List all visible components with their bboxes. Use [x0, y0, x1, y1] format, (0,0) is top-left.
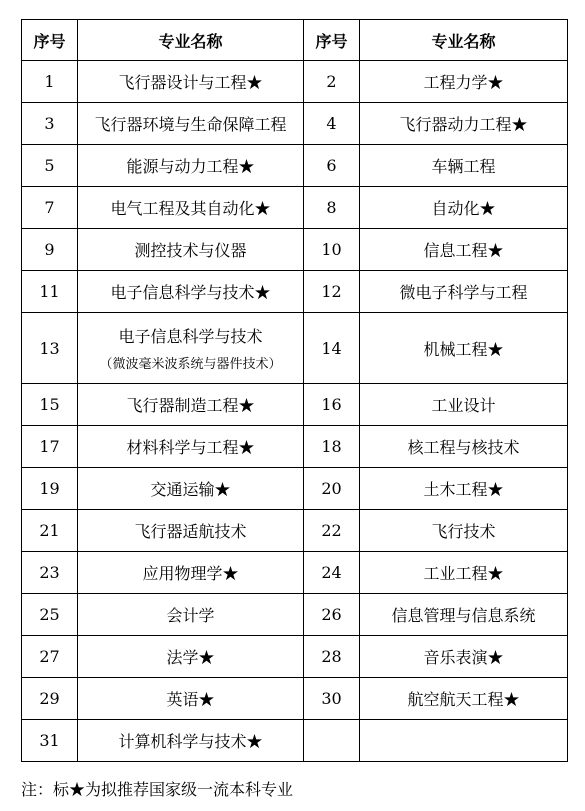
major-number: 23: [22, 552, 78, 594]
major-name: [360, 720, 568, 762]
major-number: 12: [304, 271, 360, 313]
major-number: 29: [22, 678, 78, 720]
table-row: [22, 61, 568, 103]
major-name: [78, 313, 304, 384]
major-name: 飞行器设计与工程★: [78, 61, 304, 103]
major-number: 13: [22, 313, 78, 384]
major-number: 4: [304, 103, 360, 145]
major-name: 材料科学与工程★: [78, 426, 304, 468]
major-name: 飞行技术: [360, 510, 568, 552]
table-row: [22, 187, 568, 229]
major-name: 信息管理与信息系统: [360, 594, 568, 636]
major-number: 7: [22, 187, 78, 229]
table-row: [22, 145, 568, 187]
major-name: 微电子科学与工程: [360, 271, 568, 313]
major-name: 自动化★: [360, 187, 568, 229]
major-name: 核工程与核技术: [360, 426, 568, 468]
table-row: [22, 229, 568, 271]
major-name: 车辆工程: [360, 145, 568, 187]
table-row: [22, 426, 568, 468]
major-name: 机械工程★: [360, 313, 568, 384]
major-number: 30: [304, 678, 360, 720]
major-number: 16: [304, 384, 360, 426]
major-number: 11: [22, 271, 78, 313]
major-name: 工业工程★: [360, 552, 568, 594]
major-number: 17: [22, 426, 78, 468]
major-number: 19: [22, 468, 78, 510]
major-number: 31: [22, 720, 78, 762]
major-name: 飞行器环境与生命保障工程: [78, 103, 304, 145]
major-number: 10: [304, 229, 360, 271]
major-number: 21: [22, 510, 78, 552]
major-name: 交通运输★: [78, 468, 304, 510]
table-row: [22, 594, 568, 636]
footnote: 注：标★为拟推荐国家级一流本科专业: [21, 780, 294, 799]
header-name: 专业名称: [78, 20, 304, 61]
major-name: 工业设计: [360, 384, 568, 426]
major-number: 3: [22, 103, 78, 145]
major-name: 音乐表演★: [360, 636, 568, 678]
major-name: 电子信息科学与技术★: [78, 271, 304, 313]
major-number: 5: [22, 145, 78, 187]
table-row: [22, 313, 568, 384]
major-number: 18: [304, 426, 360, 468]
table-row: [22, 636, 568, 678]
major-name: 信息工程★: [360, 229, 568, 271]
major-name: 计算机科学与技术★: [78, 720, 304, 762]
major-number: 27: [22, 636, 78, 678]
major-name: 能源与动力工程★: [78, 145, 304, 187]
major-number: 26: [304, 594, 360, 636]
major-name-main: 电子信息科学与技术: [118, 327, 263, 346]
major-number: 25: [22, 594, 78, 636]
major-number: 9: [22, 229, 78, 271]
major-number: 22: [304, 510, 360, 552]
major-name: 飞行器制造工程★: [78, 384, 304, 426]
major-name: 法学★: [78, 636, 304, 678]
major-name: 飞行器适航技术: [78, 510, 304, 552]
table-row: [22, 552, 568, 594]
major-number: 24: [304, 552, 360, 594]
table-row: [22, 468, 568, 510]
major-number: 1: [22, 61, 78, 103]
major-name: 测控技术与仪器: [78, 229, 304, 271]
header-name: 专业名称: [360, 20, 568, 61]
major-name-sub: （微波毫米波系统与器件技术）: [99, 357, 282, 372]
major-name: 英语★: [78, 678, 304, 720]
major-name: 航空航天工程★: [360, 678, 568, 720]
major-number: 14: [304, 313, 360, 384]
header-no: 序号: [22, 20, 78, 61]
major-name: 飞行器动力工程★: [360, 103, 568, 145]
table-row: [22, 384, 568, 426]
major-number: 28: [304, 636, 360, 678]
major-number: [304, 720, 360, 762]
majors-table: [21, 19, 568, 762]
table-row: [22, 103, 568, 145]
header-row: [22, 20, 568, 61]
table-row: [22, 271, 568, 313]
header-no: 序号: [304, 20, 360, 61]
major-name: 工程力学★: [360, 61, 568, 103]
major-name: 电气工程及其自动化★: [78, 187, 304, 229]
major-number: 6: [304, 145, 360, 187]
major-name: 土木工程★: [360, 468, 568, 510]
major-number: 2: [304, 61, 360, 103]
major-name: 应用物理学★: [78, 552, 304, 594]
major-number: 15: [22, 384, 78, 426]
table-row: [22, 720, 568, 762]
table-row: [22, 510, 568, 552]
table-row: [22, 678, 568, 720]
major-name: 会计学: [78, 594, 304, 636]
major-number: 8: [304, 187, 360, 229]
major-number: 20: [304, 468, 360, 510]
